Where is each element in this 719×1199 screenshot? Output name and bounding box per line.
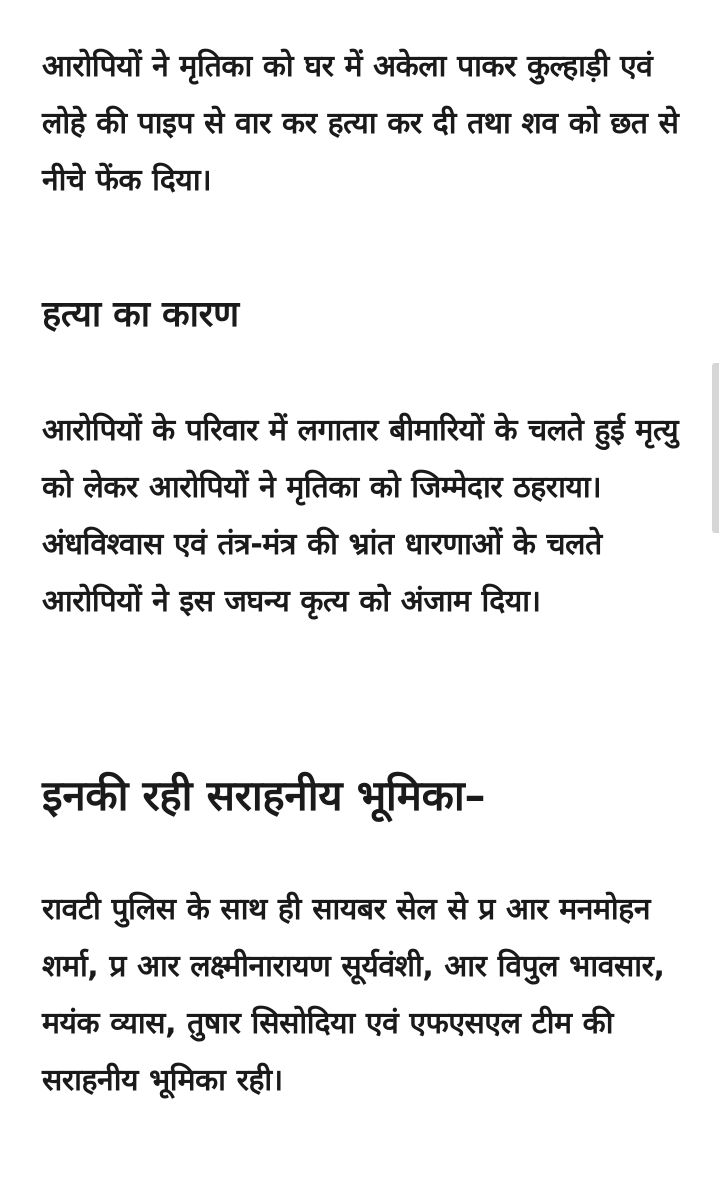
article-paragraph: रावटी पुलिस के साथ ही सायबर सेल से प्र आर मनमोहन शर्मा, प्र आर लक्ष्मीनारायण सूर्यवंशी, आर विपुल भावसार, मयंक व्यास, तुषार सिसोदिया एवं एफएसएल टीम की सराहनीय भूमिका रही। xyxy=(42,892,665,1098)
article-paragraph: आरोपियों के परिवार में लगातार बीमारियों के चलते हुई मृत्यु को लेकर आरोपियों ने मृतिका को जिम्मेदार ठहराया। अंधविश्वास एवं तंत्र-मंत्र की भ्रांत धारणाओं के चलते आरोपियों ने इस जघन्य कृत्य को अंजाम दिया। xyxy=(42,413,679,619)
section-heading: इनकी रही सराहनीय भूमिका– xyxy=(42,771,486,820)
scrollbar-thumb[interactable] xyxy=(712,363,719,533)
article-paragraph: आरोपियों ने मृतिका को घर में अकेला पाकर कुल्हाड़ी एवं लोहे की पाइप से वार कर हत्या कर दी तथा शव को छत से नीचे फेंक दिया। xyxy=(42,49,679,198)
section-heading: हत्या का कारण xyxy=(42,294,239,335)
